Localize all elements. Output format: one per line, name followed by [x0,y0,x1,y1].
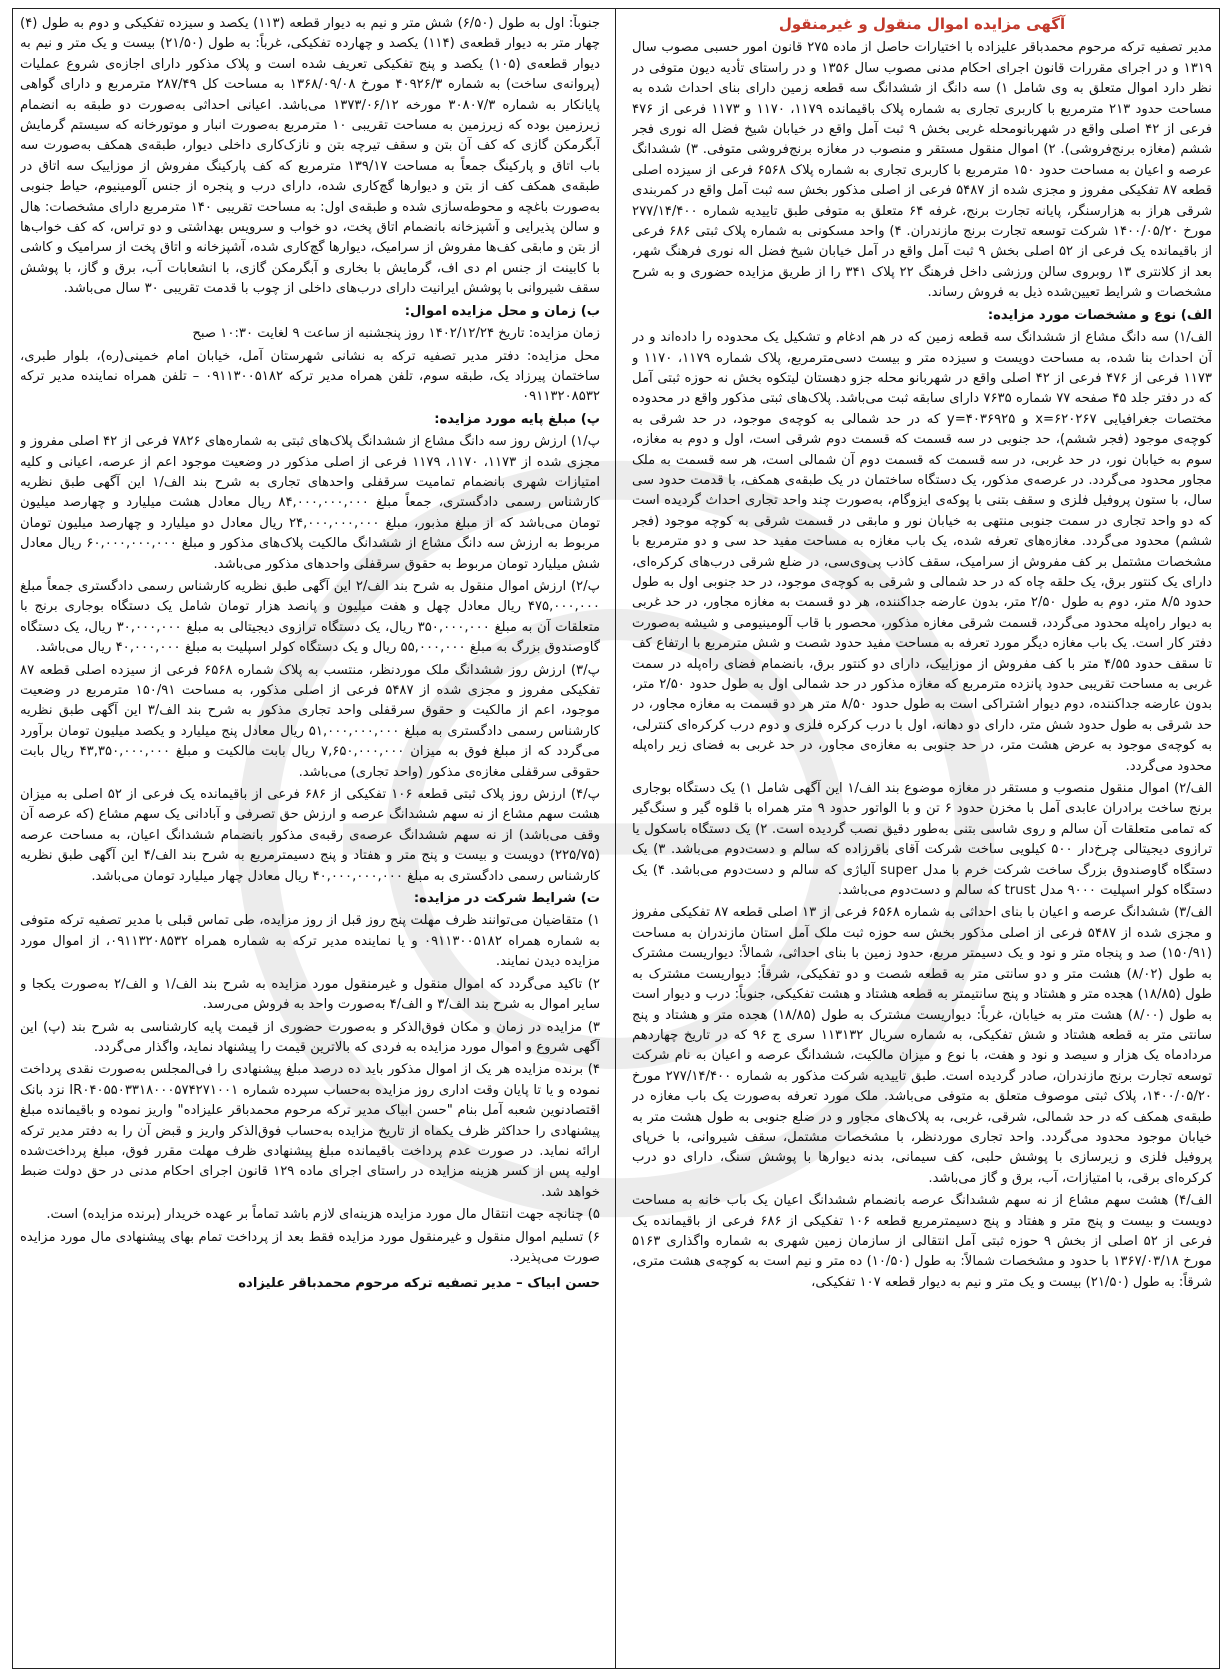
condition-1: ۱) متقاضیان می‌توانند ظرف مهلت پنج روز قبل از روز مزایده، طی تماس قبلی با مدیر تصفیه ترکه متوفی به شماره همراه ۰۹۱۱۳۰۰۵۱۸۲ و یا نماینده مدیر ترکه به شماره همراه ۰۹۱۱۳۲۰۸۵۳۲، از اموال مورد مزایده دیدن نمایند. [20,913,600,970]
condition-5: ۵) چنانچه جهت انتقال مال مورد مزایده هزینه‌ای لازم باشد تماماً بر عهده خریدار (برنده مزایده) است. [46,1207,600,1223]
price-pe1: پ/۱) ارزش روز سه دانگ مشاع از ششدانگ پلاک‌های ثبتی به شماره‌های ۷۸۲۶ فرعی از ۴۲ اصلی مفروز و مجزی شده از ۱۱۷۳، ۱۱۷۰، ۱۱۷۹ فرعی از اصلی مذکور در وضعیت موجود اعم از عرصه، اعیانی و کلیه امتیازات شهری بانضمام تمامیت سرقفلی واحدهای تجاری به شرح بند الف/۱ این آگهی طبق نظریه کارشناس رسمی دادگستری، جمعاً مبلغ ۸۴,۰۰۰,۰۰۰,۰۰۰ ریال معادل هشت میلیارد و چهارصد میلیون تومان می‌باشد که از مبلغ مذبور، مبلغ ۲۴,۰۰۰,۰۰۰,۰۰۰ ریال معادل دو میلیارد و چهارصد میلیون تومان مربوط به ارزش سه دانگ مشاع از ششدانگ مالکیت پلاک‌های مذکور و مبلغ ۶۰,۰۰۰,۰۰۰,۰۰۰ ریال معادل شش میلیارد تومان مربوط به حقوق سرقفلی واحدهای مذکور می‌باشد. [20,434,600,572]
item-alef4: الف/۴) هشت سهم مشاع از نه سهم ششدانگ عرصه بانضمام ششدانگ اعیان یک باب خانه به مساحت دویست و بیست و پنج متر و هفتاد و پنج دسیمترمربع قطعه ۱۰۶ تفکیکی از ۶۸۶ فرعی از باقیمانده یک فرعی از ۵۲ اصلی از بخش ۹ حوزه ثبتی آمل انتقالی از سازمان زمین شهری به شماره واگذاری ۵۱۶۳ مورخ ۱۳۶۷/۰۳/۱۸ با حدود و مشخصات شمالاً: به طول (۱۰/۵۰) ده متر و نیم است به کوچه‌ی هشت متری، شرقاً: به طول (۲۱/۵۰) بیست و یک متر و نیم به دیوار قطعه ۱۰۷ تفکیکی، [632,1193,1212,1290]
section-be-heading: ب) زمان و محل مزایده اموال: [404,303,600,319]
item-alef1: الف/۱) سه دانگ مشاع از ششدانگ سه قطعه زمین که در هم ادغام و تشکیل یک محدوده را داده‌اند و در آن احداث بنا شده، به مساحت دویست و سیزده متر و بیست دسی‌مترمربع، پلاک شماره ۱۱۷۹، ۱۱۷۰ و ۱۱۷۳ فرعی از ۴۷۶ فرعی از ۴۲ اصلی واقع در شهربانو محله جزو دهستان لیتکوه بخش نه حوزه ثبتی آمل که در دفتر جلد ۴۵ صفحه ۷۷ شماره ۷۶۳۵ دارای سابقه ثبت می‌باشد. پلاک‌های ثبتی مذکور واقع در محدوده مختصات جغرافیایی x=۶۲۰۲۶۷ و y=۴۰۳۶۹۲۵ که در حد شمالی به کوچه‌ی موجود، در حد شرقی به کوچه‌ی موجود (فجر ششم)، حد جنوبی در سه قسمت که قسمت دوم شرقی است، اول و دوم به مغازه، سوم به خیابان نور، در حد غربی، در سه قسمت که قسمت دوم آن شمالی است، هر سه قسمت به ملک مجاور محدود می‌گردد. در عرصه‌ی مذکور، یک دستگاه ساختمان در یک طبقه‌ی همکف، با قدمت حدود سی سال، با ستون پروفیل فلزی و سقف بتنی با پوکه‌ی ایزوگام، به‌صورت چند واحد تجاری احداث گردیده است که دو واحد تجاری در سمت جنوبی منتهی به خیابان نور و مابقی در قسمت شرقی به کوچه موجود (فجر ششم) محدود می‌گردد. مغازه‌های تعرفه شده، یک باب مغازه به مساحت مفید حد سی و دو مترمربع با مشخصات مشتمل بر کف مفروش از سرامیک، سقف کاذب پی‌وی‌سی، در ضلع شرقی درب‌های کرکره‌ای، دارای یک کنتور برق، یک حلقه چاه که در حد شمالی و شرقی به کوچه‌ی موجود، در حد جنوبی اول به طول حدود ۸/۵ متر، دوم به طول ۲/۵۰ متر، بدون عارضه جداکننده، هر دو قسمت به مغازه مجاور، در حد غربی به دیوار راه‌پله محدود می‌گردد، قسمت شرقی مغازه مذکور، محصور با قاب آلومینیومی و شیشه به‌صورت دفتر کار است. یک باب مغازه دیگر مورد تعرفه به مساحت مفید حدود شصت و شش مترمربع با ارتفاع کف تا سقف حدود ۴/۵۵ متر با کف مفروش از موزاییک، دارای دو کنتور برق، بانضمام فضای راه‌پله در سمت غربی به مساحت تقریبی حدود پانزده مترمربع که مغازه مذکور در حد شمالی اول به طول حدود ۲/۵۰ متر، بدون عارضه جداکننده، دوم دیوار اشتراکی است به طول حدود ۸/۵۰ متر هر دو قسمت به مغازه مجاور، در حد شرقی به طول حدود شش متر، دارای دو دهانه، اول با درب کرکره فلزی و دوم درب کرکره‌ای کنترلی، به کوچه‌ی موجود به عرض هشت متر، در حد جنوبی به مغازه‌ی مجاور، در حد غربی به فضای زیر راه‌پله محدود می‌گردد. [632,330,1212,774]
notice-title: آگهی مزایده اموال منقول و غیرمنقول [778,15,1066,33]
condition-6: ۶) تسلیم اموال منقول و غیرمنقول مورد مزایده فقط بعد از پرداخت تمام بهای پیشنهادی مال مورد مزایده صورت می‌پذیرد. [20,1229,600,1265]
right-column [632,14,1212,1663]
condition-4: ۴) برنده مزایده هر یک از اموال مذکور باید ده درصد مبلغ پیشنهادی را فی‌المجلس به‌صورت نقدی پرداخت نموده و یا تا پایان وقت اداری روز مزایده به‌حساب سپرده شماره IR۰۴۰۵۵۰۳۳۱۸۰۰۰۵۷۴۲۷۱۰۰۱ نزد بانک اقتصادنوین شعبه آمل بنام "حسن ابیاک مدیر ترکه مرحوم محمدباقر علیزاده" واریز نموده و باقیمانده مبلغ پیشنهادی را حداکثر ظرف یکماه از تاریخ مزایده به‌حساب فوق‌الذکر واریز و قبض آن را به دفتر مدیر ترکه ارائه نماید. در صورت عدم پرداخت باقیمانده مبلغ پیشنهادی ظرف مهلت مقرر فوق، مبلغ پرداخت‌شده اولیه پس از کسر هزینه مزایده در راستای اجرای ماده ۱۲۹ قانون اجرای احکام مدنی در حق دولت ضبط خواهد شد. [20,1062,600,1200]
section-te-heading: ت) شرایط شرکت در مزایده: [413,891,600,907]
price-pe4: پ/۴) ارزش روز پلاک ثبتی قطعه ۱۰۶ تفکیکی از ۶۸۶ فرعی از باقیمانده یک فرعی از ۵۲ اصلی به میزان هشت سهم مشاع از نه سهم ششدانگ عرصه و ارزش حق تصرفی و آبادانی یک سهم مشاع (که عرصه آن وقف می‌باشد) از نه سهم ششدانگ عرصه‌ی رقبه‌ی مذکور بانضمام ششدانگ اعیان، به مساحت عرصه (۲۲۵/۷۵) دویست و بیست و پنج متر و هفتاد و پنج دسیمترمربع به شرح بند الف/۴ این آگهی طبق نظریه کارشناس رسمی دادگستری به مبلغ ۴۰,۰۰۰,۰۰۰,۰۰۰ ریال معادل چهار میلیارد تومان می‌باشد. [20,787,600,884]
section-alef-heading: الف) نوع و مشخصات مورد مزایده: [987,307,1212,323]
item-alef2: الف/۲) اموال منقول منصوب و مستقر در مغازه موضوع بند الف/۱ این آگهی شامل ۱) یک دستگاه بوجاری برنج ساخت برادران عابدی آمل با مخزن حدود ۶ تن و با الواتور حدود ۹ متر همراه با قلوه گیر و سنگ‌گیر که تمامی متعلقات آن سالم و روی شاسی بتنی به‌طور دقیق نصب گردیده است. ۲) یک دستگاه باسکول یا ترازوی دیجیتالی چرخ‌دار ۵۰۰ کیلویی ساخت شرکت آقای باقرزاده که سالم و دست‌دوم می‌باشد. ۳) یک دستگاه گاوصندوق بزرگ ساخت شرکت خرم با مدل super آلیاژی که سالم و دست‌دوم می‌باشد. ۴) یک دستگاه کولر اسپلیت ۹۰۰۰ مدل trust که سالم و دست‌دوم می‌باشد. [632,781,1212,899]
item-alef3: الف/۳) ششدانگ عرصه و اعیان با بنای احداثی به شماره ۶۵۶۸ فرعی از ۱۳ اصلی قطعه ۸۷ تفکیکی مفروز و مجزی شده از ۵۴۸۷ فرعی از اصلی مذکور بخش سه حوزه ثبت ملک آمل استان مازندران به مساحت (۱۵۰/۹۱) صد و پنجاه متر و نود و یک دسیمتر مربع، حدود زمین با بنای احداثی، شمالاً: دیواریست مشترک به طول (۸/۰۲) هشت متر و دو سانتی متر به قطعه شصت و دو تفکیکی، شرقاً: دیواریست مشترک به طول (۱۸/۸۵) هجده متر و هشتاد و پنج سانتیمتر به قطعه هشتاد و هشت تفکیکی، جنوباً: درب و دیوار است به طول (۸/۰۰) هشت متر به خیابان، غرباً: دیواریست مشترک به طول (۱۸/۸۵) هجده متر و هشتاد و پنج سانتی متر به قطعه هشتاد و شش تفکیکی، به شماره سریال ۱۱۳۱۳۲ سری ج ۹۶ که در تاریخ چهاردهم مردادماه یک هزار و سیصد و نود و هفت، با نوع و میزان مالکیت، ششدانگ عرصه و اعیان به نام شرکت توسعه تجارت برنج مازندران، صادر گردیده است. طبق تاییدیه شرکت مذکور به شماره ۲۷۷/۱۴/۴۰۰ مورخ ۱۴۰۰/۰۵/۲۰، پلاک ثبتی موصوف متعلق به متوفی می‌باشد. ملک مورد تعرفه به‌صورت یک باب مغازه در طبقه‌ی همکف که در حد شمالی، شرقی، غربی، به پلاک‌های مجاور و در ضلع جنوبی به طول هشت متر به خیابان موجود محدود می‌گردد. واحد تجاری موردنظر، با مشخصات مشتمل، سقف شیروانی، با خرپای پروفیل فلزی و زیرسازی با پوشش حلبی، کف سیمانی، بدنه دیوارها با پوشش سنگ، دارای دو درب کرکره‌ای برقی، با امتیازات، آب، برق و گاز می‌باشد. [632,905,1212,1186]
intro-paragraph: مدیر تصفیه ترکه مرحوم محمدباقر علیزاده با اختیارات حاصل از ماده ۲۷۵ قانون امور حسبی مصوب سال ۱۳۱۹ و در اجرای مقررات قانون اجرای احکام مدنی مصوب سال ۱۳۵۶ و در راستای تأدیه دیون متوفی در نظر دارد اموال متعلق به وی شامل ۱) سه دانگ از ششدانگ سه قطعه زمین دارای بنای احداث شده به مساحت حدود ۲۱۳ مترمربع با کاربری تجاری به شماره پلاک باقیمانده ۱۱۷۹، ۱۱۷۰ و ۱۱۷۳ فرعی از ۴۷۶ فرعی از ۴۲ اصلی واقع در شهربانومحله غربی بخش ۹ ثبت آمل واقع در خیابان شیخ فضل اله نوری فجر ششم (مغازه برنج‌فروشی). ۲) اموال منقول مستقر و منصوب در مغازه برنج‌فروشی متوفی. ۳) ششدانگ عرصه و اعیان به مساحت حدود ۱۵۰ مترمربع با کاربری تجاری به شماره پلاک ۶۵۶۸ فرعی از سیزده اصلی قطعه ۸۷ تفکیکی مفروز و مجزی شده از ۵۴۸۷ فرعی از اصلی مذکور بخش سه ثبت آمل واقع در کمربندی شرقی هراز به هزارسنگر، پایانه تجارت برنج، غرفه ۶۴ متعلق به متوفی طبق تاییدیه شماره ۲۷۷/۱۴/۴۰۰ مورخ ۱۴۰۰/۰۵/۲۰ شرکت توسعه تجارت برنج مازندران. ۴) واحد مسکونی به شماره پلاک ثبتی ۶۸۶ فرعی از باقیمانده یک فرعی از ۵۲ اصلی بخش ۹ ثبت آمل واقع در آمل خیابان شیخ فضل اله نوری فرهنگ شهر، بعد از کلانتری ۱۳ روبروی سالن ورزشی داخل فرهنگ ۲۲ پلاک ۳۴۱ را از طریق مزایده حضوری و به شرح مشخصات و شرایط تعیین‌شده ذیل به فروش رساند. [632,40,1212,301]
column-divider [615,8,616,1669]
price-pe3: پ/۳) ارزش روز ششدانگ ملک موردنظر، منتسب به پلاک شماره ۶۵۶۸ فرعی از سیزده اصلی قطعه ۸۷ تفکیکی مفروز و مجزی شده از ۵۴۸۷ فرعی از اصلی مذکور، به مساحت ۱۵۰/۹۱ مترمربع در وضعیت موجود، اعم از مالکیت و حقوق سرقفلی واحد تجاری مذکور به شرح بند الف/۳ این آگهی طبق نظریه کارشناس رسمی دادگستری به مبلغ ۵۱,۰۰۰,۰۰۰,۰۰۰ ریال معادل پنج میلیارد و یکصد میلیون تومان برآورد می‌گردد که از مبلغ فوق به میزان ۷,۶۵۰,۰۰۰,۰۰۰ ریال بابت مالکیت و مبلغ ۴۳,۳۵۰,۰۰۰,۰۰۰ ریال بابت حقوقی سرقفلی مغازه‌ی مذکور (واحد تجاری) می‌باشد. [20,662,600,780]
condition-3: ۳) مزایده در زمان و مکان فوق‌الذکر و به‌صورت حضوری از قیمت پایه کارشناسی به شرح بند (پ) این آگهی شروع و اموال مورد مزایده به فردی که بالاترین قیمت را پیشنهاد نماید، واگذار می‌گردد. [20,1019,600,1055]
condition-2: ۲) تاکید می‌گردد که اموال منقول و غیرمنقول مورد مزایده به شرح بند الف/۱ و الف/۲ به‌صورت یکجا و سایر اموال به شرح بند الف/۳ و الف/۴ به‌صورت واحد به فروش می‌رسد. [20,976,600,1013]
auction-time: زمان مزایده: تاریخ ۱۴۰۲/۱۲/۲۴ روز پنجشنبه از ساعت ۹ لغایت ۱۰:۳۰ صبح [192,326,600,342]
auction-place: محل مزایده: دفتر مدیر تصفیه ترکه به نشانی شهرستان آمل، خیابان امام خمینی(ره)، بلوار طبری، ساختمان پیرزاد یک، طبقه سوم، تلفن همراه مدیر ترکه ۰۹۱۱۳۰۰۵۱۸۲ – تلفن همراه نماینده مدیر ترکه ۰۹۱۱۳۲۰۸۵۳۲ [20,348,600,405]
item-alef4-continued: جنوباً: اول به طول (۶/۵۰) شش متر و نیم به دیوار قطعه (۱۱۳) یکصد و سیزده تفکیکی و دوم به طول (۴) چهار متر به دیوار قطعه‌ی (۱۱۴) یکصد و چهارده تفکیکی، غرباً: به طول (۲۱/۵۰) بیست و یک متر و نیم به دیوار قطعه‌ی (۱۰۵) یکصد و پنج تفکیکی تعریف شده است و پلاک مذکور دارای اجازه‌ی شروع عملیات (پروانه‌ی ساخت) به شماره ۴۰۹۲۶/۳ مورخ ۱۳۶۸/۰۹/۰۸ به مساحت کل ۲۸۷/۴۹ مترمربع و دارای گواهی پایانکار به شماره ۳۰۸۰۷/۳ مورخه ۱۳۷۳/۰۶/۱۲ می‌باشد. اعیانی احداثی به‌صورت دو طبقه به انضمام زیرزمین بوده که زیرزمین به مساحت تقریبی ۱۰ مترمربع به‌صورت انبار و موتورخانه که سیستم گرمایش آبگرمکن گازی که کف آن بتن و سقف تیرچه بتن و نازک‌کاری داخلی دیوار، طبقه‌ی همکف به‌صورت سه باب اتاق و پارکینگ جمعاً به مساحت ۱۳۹/۱۷ مترمربع که کف پارکینگ مفروش از موزاییک سه اتاق در طبقه‌ی همکف کف از بتن و دیوارها گچ‌کاری شده، دارای درب و پنجره از جنس آلومینیوم، حیاط جنوبی به‌صورت باغچه و محوطه‌سازی شده و طبقه‌ی اول: به مساحت تقریبی ۱۴۰ مترمربع دارای مشخصات: هال و سالن پذیرایی و آشپزخانه بانضمام اتاق پخت، دو خواب و سرویس بهداشتی و دو تراس، که کف خواب‌ها از بتن و مابقی کف‌ها مفروش از سرامیک، دیوارها گچ‌کاری شده، آشپزخانه و اتاق پخت از سرامیک و کاشی با کابینت از جنس ام دی اف، گرمایش با بخاری و آبگرمکن گازی، با انشعابات آب، برق و گاز، با پوشش سقف شیروانی با پوشش ایرانیت دارای درب‌های داخلی از چوب با قدمت تقریبی ۳۰ سال می‌باشد. [20,16,600,297]
left-column [20,14,600,1663]
price-pe2: پ/۲) ارزش اموال منقول به شرح بند الف/۲ این آگهی طبق نظریه کارشناس رسمی دادگستری جمعاً مبلغ ۴۷۵,۰۰۰,۰۰۰ ریال معادل چهل و هفت میلیون و پانصد هزار تومان شامل یک دستگاه بوجاری برنج با متعلقات آن به مبلغ ۳۵۰,۰۰۰,۰۰۰ ریال، یک دستگاه ترازوی دیجیتالی به مبلغ ۳۰,۰۰۰,۰۰۰ ریال، یک دستگاه گاوصندوق بزرگ به مبلغ ۵۵,۰۰۰,۰۰۰ ریال و یک دستگاه کولر اسپلیت به مبلغ ۴۰,۰۰۰,۰۰۰ ریال می‌باشد. [20,578,600,656]
signature: حسن ابیاک – مدیر تصفیه ترکه مرحوم محمدباقر علیزاده [238,1276,600,1292]
section-pe-heading: پ) مبلغ پایه مورد مزایده: [434,411,600,427]
